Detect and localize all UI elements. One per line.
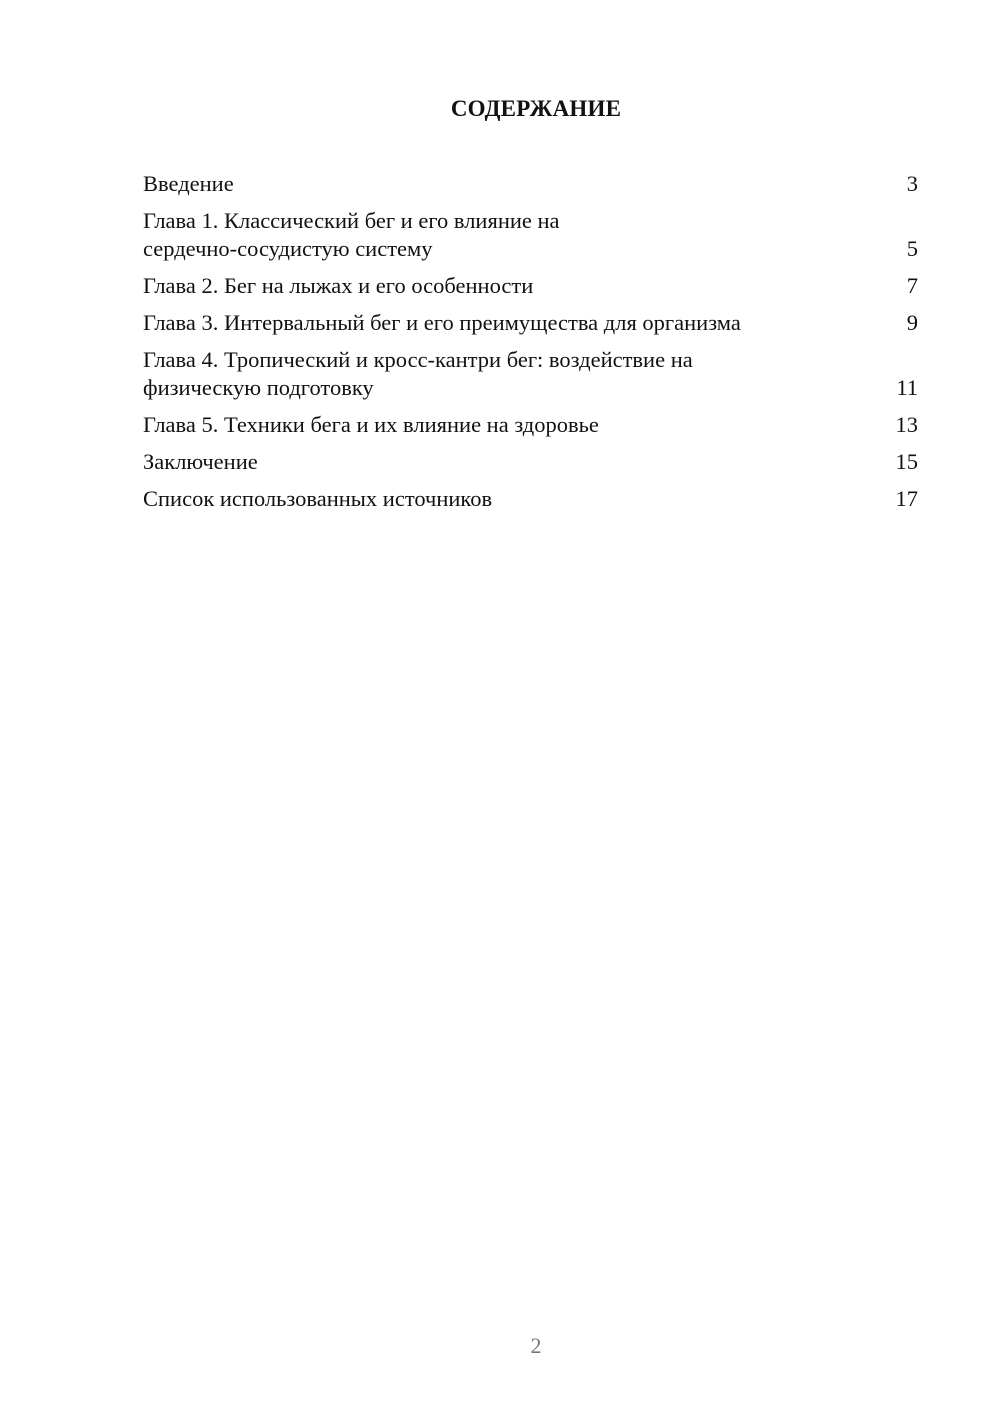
page-number: 2 [530, 1333, 542, 1358]
toc-entry-page: 17 [895, 486, 918, 511]
toc-entry-introduction [143, 170, 918, 198]
toc-entry-chapter-4 [143, 346, 918, 402]
toc-entry-line: Глава 2. Бег на лыжах и его особенности [143, 273, 534, 298]
toc-entry-text [143, 272, 878, 300]
toc-entry-line: Список использованных источников [143, 486, 493, 511]
toc-entry-page: 15 [895, 449, 918, 474]
toc-entry-chapter-1 [143, 207, 918, 263]
toc-entry-chapter-5 [143, 411, 918, 439]
toc-entry-text [143, 207, 878, 263]
toc-entry-page: 9 [906, 310, 918, 335]
toc-entry-text [143, 309, 878, 337]
toc-entry-conclusion [143, 448, 918, 476]
toc-entry-line: Глава 3. Интервальный бег и его преимущества для организма [143, 310, 741, 335]
toc-entry-page: 5 [906, 236, 918, 261]
table-of-contents [143, 170, 918, 522]
toc-entry-text [143, 346, 878, 402]
toc-entry-page: 13 [895, 412, 918, 437]
toc-entry-line: физическую подготовку [143, 375, 374, 400]
toc-entry-line: сердечно-сосудистую систему [143, 236, 433, 261]
toc-entry-line: Глава 4. Тропический и кросс-кантри бег: воздействие на [143, 347, 693, 372]
toc-entry-line: Глава 1. Классический бег и его влияние на [143, 208, 560, 233]
toc-entry-page: 7 [906, 273, 918, 298]
toc-entry-text [143, 170, 878, 198]
toc-entry-chapter-2 [143, 272, 918, 300]
toc-entry-page: 3 [906, 171, 918, 196]
toc-entry-line: Введение [143, 171, 234, 196]
toc-entry-line: Глава 5. Техники бега и их влияние на здоровье [143, 412, 599, 437]
toc-entry-line: Заключение [143, 449, 258, 474]
toc-entry-page: 11 [896, 375, 918, 400]
toc-entry-chapter-3 [143, 309, 918, 337]
page-title: СОДЕРЖАНИЕ [450, 96, 622, 121]
toc-entry-text [143, 411, 878, 439]
toc-entry-text [143, 448, 878, 476]
toc-entry-references [143, 485, 918, 513]
toc-entry-text [143, 485, 878, 513]
